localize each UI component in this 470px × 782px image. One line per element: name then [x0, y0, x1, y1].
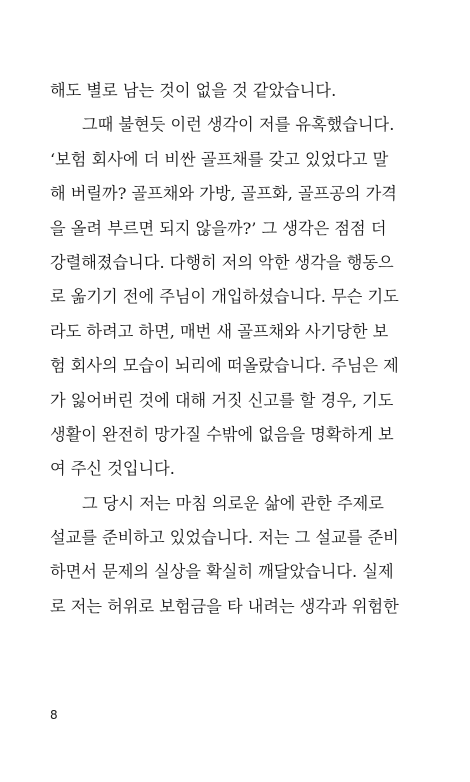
text-line: 라도 하려고 하면, 매번 새 골프채와 사기당한 보	[50, 321, 389, 341]
text-line: 강렬해졌습니다. 다행히 저의 악한 생각을 행동으	[50, 252, 394, 272]
text-line: 하면서 문제의 실상을 확실히 깨달았습니다. 실제	[50, 562, 394, 582]
text-line: 해 버릴까? 골프채와 가방, 골프화, 골프공의 가격	[50, 184, 397, 204]
text-line: 생활이 완전히 망가질 수밖에 없음을 명확하게 보	[50, 424, 394, 444]
text-line: 로 옮기기 전에 주님이 개입하셨습니다. 무슨 기도	[50, 287, 399, 307]
text-line: 해도 별로 남는 것이 없을 것 같았습니다.	[50, 81, 337, 100]
text-line: 로 저는 허위로 보험금을 타 내려는 생각과 위험한	[50, 596, 399, 616]
text-line: 그 당시 저는 마침 의로운 삶에 관한 주제로	[82, 493, 384, 513]
text-line: ‘보험 회사에 더 비싼 골프채를 갖고 있었다고 말	[50, 149, 389, 169]
body-text	[50, 74, 399, 624]
page-number: 8	[50, 708, 58, 722]
text-line: 을 올려 부르면 되지 않을까?’ 그 생각은 점점 더	[50, 218, 387, 238]
text-line: 여 주신 것입니다.	[50, 459, 175, 479]
text-line: 설교를 준비하고 있었습니다. 저는 그 설교를 준비	[50, 528, 399, 548]
text-line: 그때 불현듯 이런 생각이 저를 유혹했습니다.	[82, 115, 395, 135]
text-line: 가 잃어버린 것에 대해 거짓 신고를 할 경우, 기도	[50, 390, 394, 410]
text-line: 험 회사의 모습이 뇌리에 떠올랐습니다. 주님은 제	[50, 356, 399, 376]
